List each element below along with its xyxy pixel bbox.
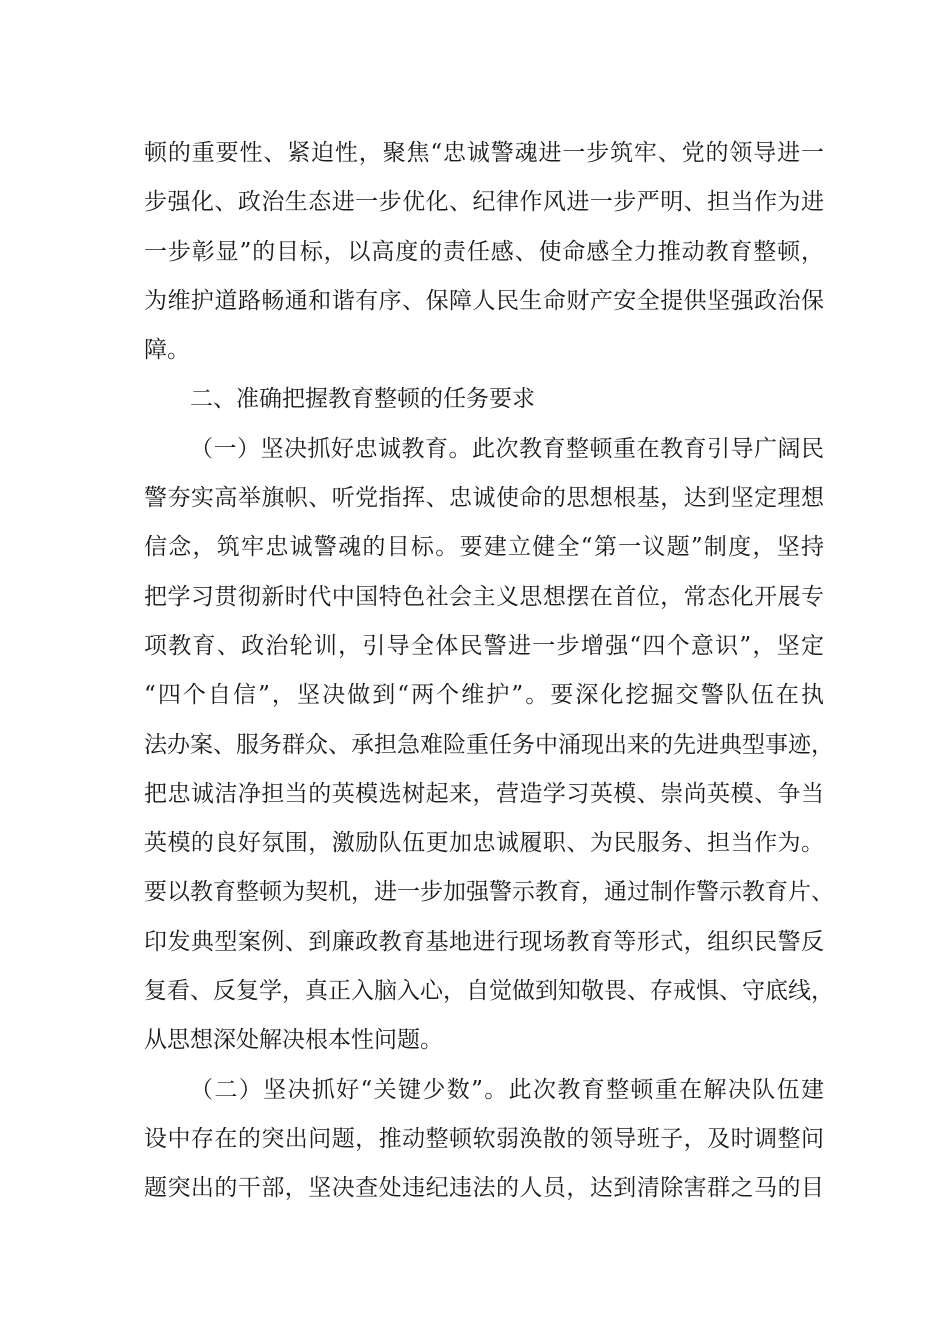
paragraph-line: 为维护道路畅通和谐有序、保障人民生命财产安全提供坚强政治保 <box>144 287 824 314</box>
paragraph-line: 障。 <box>144 337 190 364</box>
paragraph-line: 信念，筑牢忠诚警魂的目标。要建立健全“第一议题”制度，坚持 <box>144 534 824 561</box>
paragraph-line: 设中存在的突出问题，推动整顿软弱涣散的领导班子，及时调整问 <box>144 1125 824 1152</box>
paragraph-line: “四个自信”，坚决做到“两个维护”。要深化挖掘交警队伍在执 <box>144 682 824 709</box>
paragraph-line: 印发典型案例、到廉政教育基地进行现场教育等形式，组织民警反 <box>144 928 824 955</box>
paragraph-line: 题突出的干部，坚决查处违纪违法的人员，达到清除害群之马的目 <box>144 1175 824 1202</box>
paragraph-line: 从思想深处解决根本性问题。 <box>144 1027 443 1054</box>
document-body <box>144 129 834 1214</box>
paragraph-line: 复看、反复学，真正入脑入心，自觉做到知敬畏、存戒惧、守底线， <box>144 978 834 1005</box>
section-heading: 二、准确把握教育整顿的任务要求 <box>190 386 535 413</box>
paragraph-line: 步强化、政治生态进一步优化、纪律作风进一步严明、担当作为进 <box>144 189 824 216</box>
paragraph-line: （二）坚决抓好“关键少数”。此次教育整顿重在解决队伍建 <box>190 1076 824 1103</box>
paragraph-line: 英模的良好氛围，激励队伍更加忠诚履职、为民服务、担当作为。 <box>144 830 824 857</box>
paragraph-line: 项教育、政治轮训，引导全体民警进一步增强“四个意识”，坚定 <box>144 632 824 659</box>
paragraph-line: 把忠诚洁净担当的英模选树起来，营造学习英模、崇尚英模、争当 <box>144 780 824 807</box>
paragraph-line: （一）坚决抓好忠诚教育。此次教育整顿重在教育引导广阔民 <box>190 435 824 462</box>
paragraph-line: 顿的重要性、紧迫性，聚焦“忠诚警魂进一步筑牢、党的领导进一 <box>144 140 824 166</box>
paragraph-line: 法办案、服务群众、承担急难险重任务中涌现出来的先进典型事迹， <box>144 731 834 758</box>
paragraph-line: 要以教育整顿为契机，进一步加强警示教育，通过制作警示教育片、 <box>144 879 834 906</box>
paragraph-line: 一步彰显”的目标，以高度的责任感、使命感全力推动教育整顿， <box>144 238 824 265</box>
paragraph-line: 警夯实高举旗帜、听党指挥、忠诚使命的思想根基，达到坚定理想 <box>144 485 824 512</box>
paragraph-line: 把学习贯彻新时代中国特色社会主义思想摆在首位，常态化开展专 <box>144 583 824 610</box>
